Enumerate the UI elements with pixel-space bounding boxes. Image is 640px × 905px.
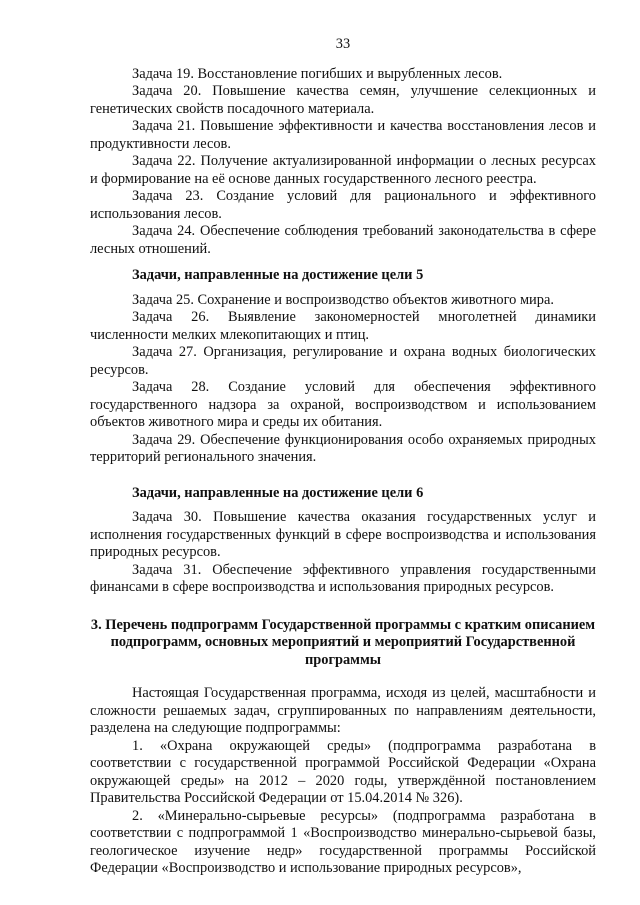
task-27: Задача 27. Организация, регулирование и охрана водных биологических ресурсов. — [90, 344, 596, 378]
task-20: Задача 20. Повышение качества семян, улучшение селекционных и генетических свойств посадочного материала. — [90, 83, 596, 117]
goal6-heading: Задачи, направленные на достижение цели 6 — [132, 484, 424, 501]
task-26: Задача 26. Выявление закономерностей многолетней динамики численности мелких млекопитающих и птиц. — [90, 309, 596, 343]
task-30: Задача 30. Повышение качества оказания государственных услуг и исполнения государственных функций в сфере воспроизводства и использования природных ресурсов. — [90, 509, 596, 560]
task-23: Задача 23. Создание условий для рационального и эффективного использования лесов. — [90, 188, 596, 222]
task-25: Задача 25. Сохранение и воспроизводство объектов животного мира. — [132, 291, 554, 308]
subprogram-2-item: 2. «Минерально-сырьевые ресурсы» (подпрограмма разработана в соответствии с подпрограммой 1 «Воспроизводство минерально-сырьевой базы, геологическое изучение недр» государственной программы Российской Федерации «Воспроизводство и использование природных ресурсов», — [90, 807, 596, 876]
goal5-heading: Задачи, направленные на достижение цели 5 — [132, 267, 424, 283]
task-19: Задача 19. Восстановление погибших и вырубленных лесов. — [132, 65, 503, 82]
task-22: Задача 22. Получение актуализированной информации о лесных ресурсах и формирование на её основе данных государственного лесного реестра. — [90, 153, 596, 187]
page-number: 33 — [335, 36, 351, 52]
task-31: Задача 31. Обеспечение эффективного управления государственными финансами в сфере воспроизводства и использования природных ресурсов. — [90, 561, 596, 595]
task-24: Задача 24. Обеспечение соблюдения требований законодательства в сфере лесных отношений. — [90, 223, 596, 257]
task-29: Задача 29. Обеспечение функционирования особо охраняемых природных территорий регионального значения. — [90, 431, 596, 465]
task-28: Задача 28. Создание условий для обеспечения эффективного государственного надзора за охраной, воспроизводством и использованием объектов животного мира и среды их обитания. — [90, 379, 596, 430]
section-3-intro: Настоящая Государственная программа, исходя из целей, масштабности и сложности решаемых задач, сгруппированных по направлениям деятельности, разделена на следующие подпрограммы: — [90, 685, 596, 736]
task-21: Задача 21. Повышение эффективности и качества восстановления лесов и продуктивности лесов. — [90, 118, 596, 152]
section-3-title: 3. Перечень подпрограмм Государственной программы с кратким описанием подпрограмм, основных мероприятий и мероприятий Государственной программы — [90, 616, 596, 668]
subprogram-1-item: 1. «Охрана окружающей среды» (подпрограмма разработана в соответствии с государственной программой Российской Федерации «Охрана окружающей среды» на 2012 – 2020 годы, утверждённой постановлением Правительства Российской Федерации от 15.04.2014 № 326). — [90, 737, 596, 806]
